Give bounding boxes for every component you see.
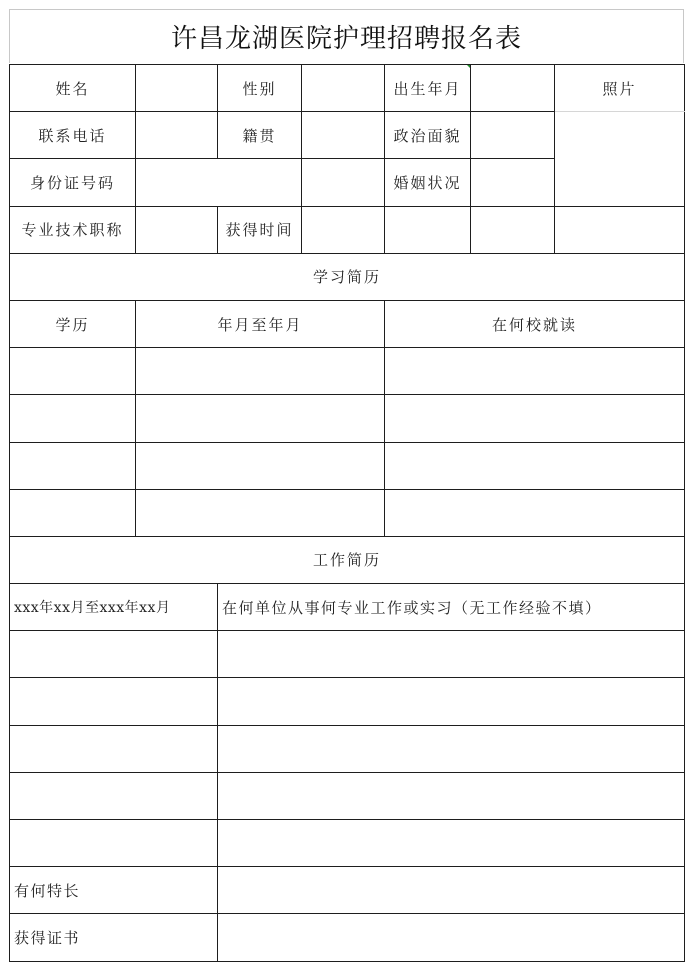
study-school-header: 在何校就读 [385, 300, 685, 347]
work-period-input[interactable] [10, 725, 218, 772]
political-status-input[interactable] [471, 112, 555, 159]
work-desc-input[interactable] [218, 820, 685, 867]
study-period-input[interactable] [136, 348, 385, 395]
study-school-input[interactable] [385, 395, 685, 442]
blank-cell[interactable] [385, 206, 471, 253]
phone-label: 联系电话 [10, 112, 136, 159]
work-row [10, 820, 685, 867]
work-desc-input[interactable] [218, 725, 685, 772]
work-desc-input[interactable] [218, 678, 685, 725]
study-degree-input[interactable] [10, 442, 136, 489]
id-number-input[interactable] [136, 159, 302, 206]
marital-status-input[interactable] [471, 159, 555, 206]
phone-input[interactable] [136, 112, 218, 159]
photo-label: 照片 [555, 65, 685, 112]
name-input[interactable] [136, 65, 218, 112]
study-degree-input[interactable] [10, 348, 136, 395]
blank-cell[interactable] [555, 206, 685, 253]
skills-label: 有何特长 [10, 867, 218, 914]
native-place-label: 籍贯 [218, 112, 302, 159]
work-period-input[interactable] [10, 820, 218, 867]
work-period-input[interactable] [10, 631, 218, 678]
work-period-input[interactable] [10, 678, 218, 725]
study-period-input[interactable] [136, 489, 385, 536]
study-degree-header: 学历 [10, 300, 136, 347]
work-desc-input[interactable] [218, 772, 685, 819]
skills-input[interactable] [218, 867, 685, 914]
work-desc-header: 在何单位从事何专业工作或实习（无工作经验不填） [218, 584, 685, 631]
study-section-title: 学习简历 [10, 253, 685, 300]
study-row [10, 395, 685, 442]
name-label: 姓名 [10, 65, 136, 112]
photo-area[interactable] [555, 112, 685, 206]
birth-label: 出生年月 [385, 65, 471, 112]
blank-cell[interactable] [471, 206, 555, 253]
form-title: 许昌龙湖医院护理招聘报名表 [9, 9, 684, 63]
study-school-input[interactable] [385, 348, 685, 395]
certificates-input[interactable] [218, 914, 685, 961]
professional-title-input[interactable] [136, 206, 218, 253]
work-section-title: 工作简历 [10, 536, 685, 583]
professional-title-label: 专业技术职称 [10, 206, 136, 253]
work-row [10, 772, 685, 819]
study-period-header: 年月至年月 [136, 300, 385, 347]
gender-input[interactable] [302, 65, 385, 112]
study-degree-input[interactable] [10, 395, 136, 442]
study-row [10, 442, 685, 489]
study-school-input[interactable] [385, 489, 685, 536]
gender-label: 性别 [218, 65, 302, 112]
work-period-header: xxx年xx月至xxx年xx月 [10, 584, 218, 631]
birth-input[interactable] [471, 65, 555, 112]
marital-status-label: 婚姻状况 [385, 159, 471, 206]
work-period-input[interactable] [10, 772, 218, 819]
study-row [10, 489, 685, 536]
study-row [10, 348, 685, 395]
id-number-input-extra[interactable] [302, 159, 385, 206]
study-period-input[interactable] [136, 395, 385, 442]
certificates-label: 获得证书 [10, 914, 218, 961]
obtain-time-label: 获得时间 [218, 206, 302, 253]
id-number-label: 身份证号码 [10, 159, 136, 206]
political-status-label: 政治面貌 [385, 112, 471, 159]
work-row [10, 678, 685, 725]
native-place-input[interactable] [302, 112, 385, 159]
obtain-time-input[interactable] [302, 206, 385, 253]
work-desc-input[interactable] [218, 631, 685, 678]
study-school-input[interactable] [385, 442, 685, 489]
study-degree-input[interactable] [10, 489, 136, 536]
study-period-input[interactable] [136, 442, 385, 489]
registration-form [9, 64, 685, 962]
work-row [10, 631, 685, 678]
work-row [10, 725, 685, 772]
